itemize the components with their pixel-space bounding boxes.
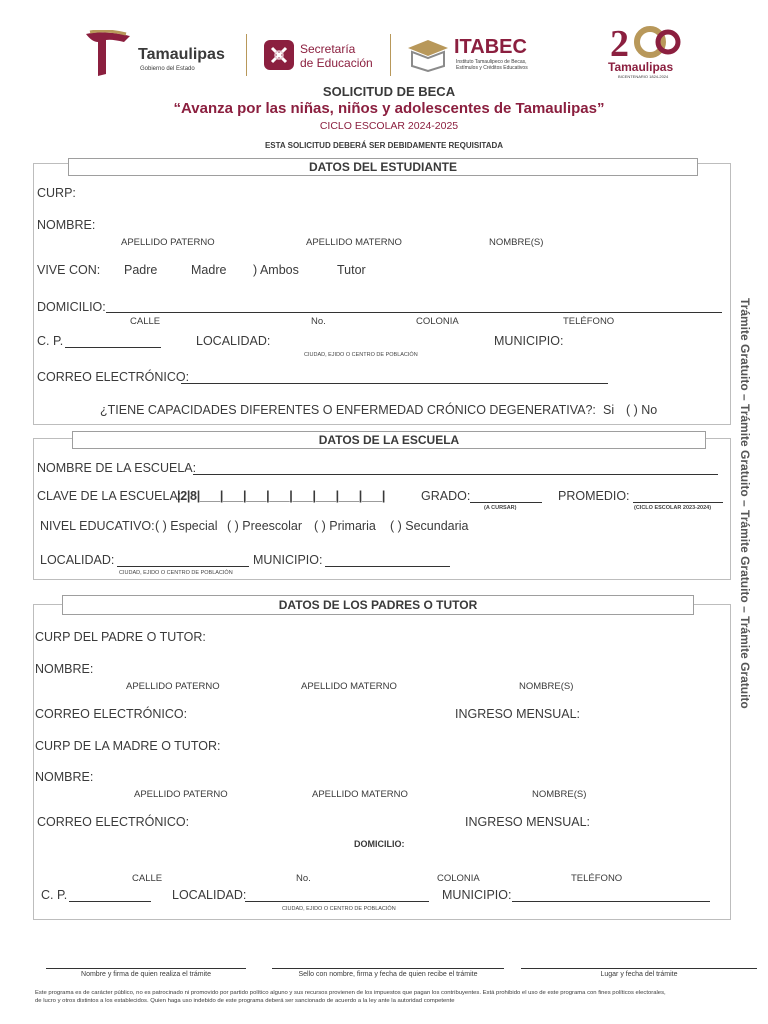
signature-line-3[interactable] — [521, 968, 757, 969]
student-correo-label: CORREO ELECTRÓNICO: — [37, 370, 190, 384]
parents-madre-ingreso-label: INGRESO MENSUAL: — [465, 815, 591, 829]
parents-section-title: DATOS DE LOS PADRES O TUTOR — [62, 595, 694, 615]
student-section — [33, 163, 731, 425]
school-a-cursar: (A CURSAR) — [484, 505, 517, 511]
student-capacidades-no[interactable]: ( ) No — [626, 403, 658, 417]
secretaria-emblem-icon — [264, 40, 294, 70]
school-localidad-label: LOCALIDAD: — [40, 553, 115, 567]
parents-madre-ap-paterno: APELLIDO PATERNO — [134, 789, 228, 800]
form-notice: ESTA SOLICITUD DEBERÁ SER DEBIDAMENTE REQUISITADA — [264, 141, 504, 150]
student-curp-label: CURP: — [37, 186, 76, 200]
parents-madre-nombres: NOMBRE(S) — [532, 789, 587, 800]
school-grado-label: GRADO: — [421, 489, 471, 503]
logo-itabec-sub2: Estímulos y Créditos Educativos — [456, 65, 528, 71]
parents-cp-label: C. P. — [41, 888, 68, 902]
school-nombre-line[interactable] — [193, 474, 718, 475]
parents-domicilio-label: DOMICILIO: — [354, 839, 405, 849]
parents-padre-nombre-label: NOMBRE: — [35, 662, 94, 676]
logo-tamaulipas-name: Tamaulipas — [138, 46, 225, 63]
signature-label-3: Lugar y fecha del trámite — [600, 971, 678, 978]
logo-itabec-sub1: Instituto Tamaulipeco de Becas, — [456, 59, 527, 65]
student-vive-ambos-option[interactable]: ) Ambos — [253, 263, 299, 277]
signature-label-1: Nombre y firma de quien realiza el trámite — [81, 971, 211, 978]
side-tramite-gratuito: Trámite Gratuito – Trámite Gratuito – Trámite Gratuito – Trámite Gratuito — [738, 298, 752, 709]
school-localidad-line[interactable] — [117, 566, 249, 567]
signature-line-1[interactable] — [46, 968, 246, 969]
parents-curp-madre-label: CURP DE LA MADRE O TUTOR: — [35, 739, 221, 753]
school-nivel-label: NIVEL EDUCATIVO: — [40, 519, 155, 533]
student-telefono: TELÉFONO — [563, 316, 615, 327]
student-vive-madre-option[interactable]: Madre — [191, 263, 227, 277]
logo-tamaulipas — [84, 30, 234, 80]
parents-padre-ap-materno: APELLIDO MATERNO — [301, 681, 397, 692]
student-nombre-label: NOMBRE: — [37, 218, 96, 232]
parents-padre-correo-label: CORREO ELECTRÓNICO: — [35, 707, 188, 721]
logo-secretaria-line1: Secretaría — [300, 42, 356, 56]
logo-divider-2 — [390, 34, 391, 76]
parents-padre-ap-paterno: APELLIDO PATERNO — [126, 681, 220, 692]
logo-bicentenario-sub: BICENTENARIO 1824-2024 — [618, 74, 669, 79]
parents-madre-ap-materno: APELLIDO MATERNO — [312, 789, 408, 800]
parents-curp-padre-label: CURP DEL PADRE O TUTOR: — [35, 630, 206, 644]
logo-divider-1 — [246, 34, 247, 76]
student-vive-tutor-option[interactable]: Tutor — [337, 263, 366, 277]
tamaulipas-t-icon — [84, 30, 134, 78]
disclaimer-line-2: de lucro y otros distintos a los establecidos. Quien haga uso indebido de este programa deberá ser sancionado de acuerdo a la ley ante la autoridad competente — [35, 998, 455, 1004]
parents-colonia: COLONIA — [437, 873, 480, 884]
itabec-box-icon — [406, 38, 450, 72]
logo-tamaulipas-sub: Gobierno del Estado — [140, 66, 195, 72]
school-nombre-label: NOMBRE DE LA ESCUELA: — [37, 461, 197, 475]
school-ciclo-prev: (CICLO ESCOLAR 2023-2024) — [634, 505, 712, 511]
school-clave-field[interactable]: |2|8|___|___|___|___|___|___|___|___| — [177, 489, 386, 503]
school-section — [33, 438, 731, 580]
student-cp-line[interactable] — [65, 347, 161, 348]
student-colonia: COLONIA — [416, 316, 459, 327]
signature-line-2[interactable] — [272, 968, 504, 969]
student-capacidades-si[interactable]: Si — [603, 403, 615, 417]
logo-bicentenario — [606, 22, 682, 80]
logo-secretaria-line2: de Educación — [300, 56, 373, 70]
parents-municipio-label: MUNICIPIO: — [442, 888, 512, 902]
logo-secretaria — [264, 38, 384, 74]
student-section-title: DATOS DEL ESTUDIANTE — [68, 158, 698, 176]
form-slogan: “Avanza por las niñas, niños y adolescentes de Tamaulipas” — [173, 100, 605, 117]
student-cp-label: C. P. — [37, 334, 64, 348]
form-title: SOLICITUD DE BECA — [322, 84, 456, 99]
parents-padre-ingreso-label: INGRESO MENSUAL: — [455, 707, 581, 721]
school-clave-label: CLAVE DE LA ESCUELA: — [37, 489, 182, 503]
parents-cp-line[interactable] — [69, 901, 151, 902]
school-ciudad-note: CIUDAD, EJIDO O CENTRO DE POBLACIÓN — [119, 570, 233, 576]
parents-madre-nombre-label: NOMBRE: — [35, 770, 94, 784]
parents-padre-nombres: NOMBRE(S) — [519, 681, 574, 692]
parents-no: No. — [296, 873, 311, 884]
school-promedio-label: PROMEDIO: — [558, 489, 630, 503]
school-nivel-preescolar[interactable]: ( ) Preescolar — [227, 519, 303, 533]
student-ap-materno: APELLIDO MATERNO — [306, 237, 402, 248]
logo-itabec — [406, 38, 546, 74]
form-cycle: CICLO ESCOLAR 2024-2025 — [319, 120, 459, 132]
student-domicilio-label: DOMICILIO: — [37, 300, 106, 314]
school-nivel-especial[interactable]: ( ) Especial — [155, 519, 218, 533]
school-municipio-line[interactable] — [325, 566, 450, 567]
parents-localidad-line[interactable] — [245, 901, 429, 902]
parents-calle: CALLE — [132, 873, 163, 884]
parents-telefono: TELÉFONO — [571, 873, 623, 884]
student-correo-line[interactable] — [181, 383, 608, 384]
student-municipio-label: MUNICIPIO: — [494, 334, 564, 348]
student-capacidades-question: ¿TIENE CAPACIDADES DIFERENTES O ENFERMEDAD CRÓNICO DEGENERATIVA?: — [100, 403, 596, 417]
school-promedio-line[interactable] — [633, 502, 723, 503]
student-vive-con-label: VIVE CON: — [37, 263, 101, 277]
parents-madre-correo-label: CORREO ELECTRÓNICO: — [37, 815, 190, 829]
disclaimer-line-1: Este programa es de carácter público, no es patrocinado ni promovido por partido político alguno y sus recursos provienen de los impuestos que pagan los contribuyentes. Está prohibido el uso de este programa con fines políticos electorales, — [35, 990, 666, 996]
student-localidad-label: LOCALIDAD: — [196, 334, 271, 348]
school-municipio-label: MUNICIPIO: — [253, 553, 323, 567]
signature-label-2: Sello con nombre, firma y fecha de quien recibe el trámite — [298, 971, 478, 978]
parents-ciudad-note: CIUDAD, EJIDO O CENTRO DE POBLACIÓN — [282, 906, 396, 912]
school-grado-line[interactable] — [470, 502, 542, 503]
student-nombres: NOMBRE(S) — [489, 237, 544, 248]
student-no: No. — [311, 316, 326, 327]
student-ciudad-note: CIUDAD, EJIDO O CENTRO DE POBLACIÓN — [304, 352, 418, 358]
parents-localidad-label: LOCALIDAD: — [172, 888, 247, 902]
svg-text:2: 2 — [610, 23, 629, 62]
school-nivel-primaria[interactable]: ( ) Primaria — [314, 519, 376, 533]
logo-itabec-name: ITABEC — [454, 36, 527, 58]
student-calle: CALLE — [130, 316, 161, 327]
parents-municipio-line[interactable] — [512, 901, 710, 902]
student-domicilio-line[interactable] — [106, 312, 722, 313]
bicentenario-200-icon — [606, 22, 682, 62]
student-ap-paterno: APELLIDO PATERNO — [121, 237, 215, 248]
school-section-title: DATOS DE LA ESCUELA — [72, 431, 706, 449]
logo-bicentenario-name: Tamaulipas — [608, 60, 674, 74]
student-vive-padre-option[interactable]: Padre — [124, 263, 158, 277]
school-nivel-secundaria[interactable]: ( ) Secundaria — [390, 519, 469, 533]
